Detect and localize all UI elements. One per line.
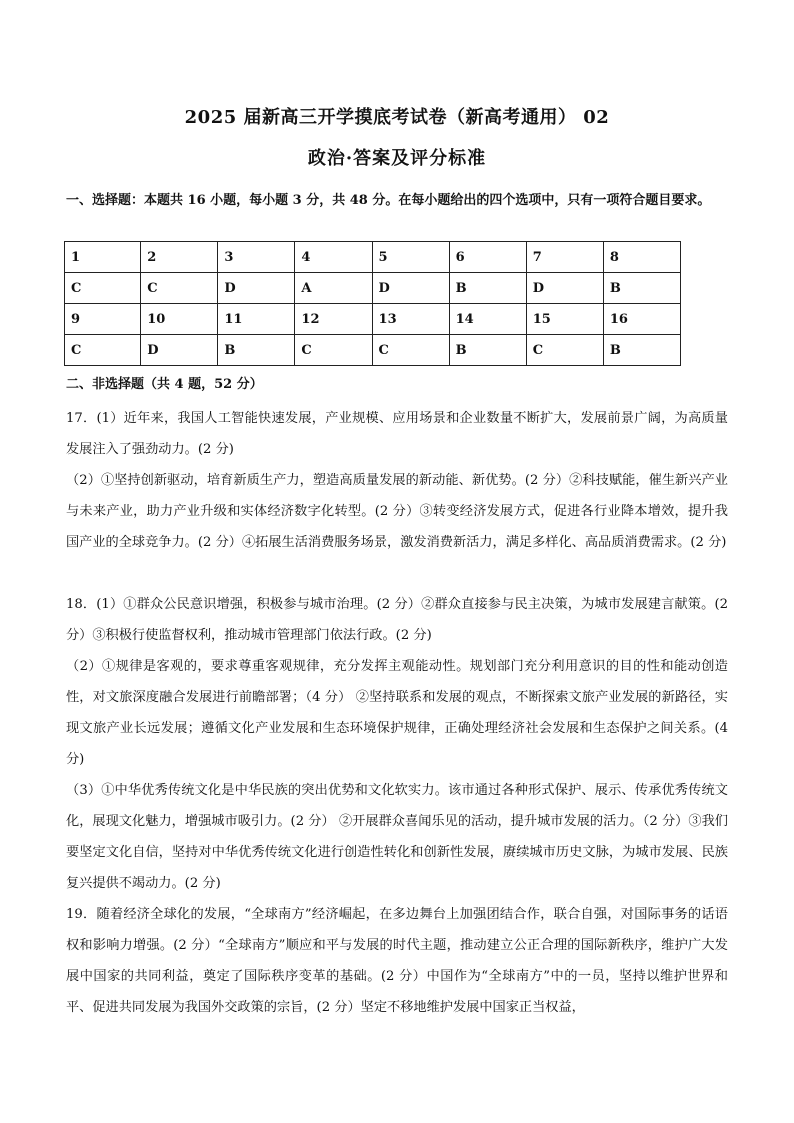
q17-part1: 17．(1）近年来，我国人工智能快速发展，产业规模、应用场景和企业数量不断扩大，发展前景广阔，为高质量发展注入了强劲动力。(2 分) xyxy=(66,411,728,457)
table-cell: 11 xyxy=(218,304,295,335)
table-cell: D xyxy=(526,273,603,304)
table-cell: 12 xyxy=(295,304,372,335)
table-cell: C xyxy=(372,335,449,366)
table-cell: D xyxy=(372,273,449,304)
page-subtitle: 政治·答案及评分标准 xyxy=(307,148,487,169)
table-cell: 8 xyxy=(603,242,680,273)
table-row xyxy=(65,335,681,366)
table-cell: D xyxy=(218,273,295,304)
table-cell: 5 xyxy=(372,242,449,273)
table-cell: 1 xyxy=(65,242,141,273)
table-cell: 2 xyxy=(141,242,218,273)
page-title: 2025 届新高三开学摸底考试卷（新高考通用） 02 xyxy=(184,107,610,128)
question-18-part3 xyxy=(66,775,728,899)
table-cell: B xyxy=(603,273,680,304)
table-cell: C xyxy=(526,335,603,366)
table-cell: 6 xyxy=(449,242,526,273)
q18-part3: （3）①中华优秀传统文化是中华民族的突出优势和文化软实力。该市通过各种形式保护、展示、传承优秀传统文化，展现文化魅力，增强城市吸引力。(2 分） ②开展群众喜闻乐见的活动，提升城市发展的活力。（2 分）③我们要坚定文化自信，坚持对中华优秀传统文化进行创造性转化和创新性发展，赓续城市历史文脉，为城市发展、民族复兴提供不竭动力。(2 分) xyxy=(66,783,728,891)
q18-part2: （2）①规律是客观的，要求尊重客观规律，充分发挥主观能动性。规划部门充分利用意识的目的性和能动创造性，对文旅深度融合发展进行前瞻部署；（4 分） ②坚持联系和发展的观点，不断探索文旅产业发展的新路径，实现文旅产业长远发展；遵循文化产业发展和生态环境保护规律，正确处理经济社会发展和生态保护之间关系。(4 分) xyxy=(66,659,728,767)
table-cell: B xyxy=(603,335,680,366)
section-heading-non-choice: 二、非选择题（共 4 题，52 分） xyxy=(66,377,263,392)
table-cell: 16 xyxy=(603,304,680,335)
question-19 xyxy=(66,899,728,1023)
table-cell: B xyxy=(218,335,295,366)
table-cell: 4 xyxy=(295,242,372,273)
table-row xyxy=(65,304,681,335)
table-cell: 9 xyxy=(65,304,141,335)
table-cell: A xyxy=(295,273,372,304)
table-cell: B xyxy=(449,335,526,366)
table-cell: B xyxy=(449,273,526,304)
q19-text: 19．随着经济全球化的发展，“全球南方”经济崛起，在多边舞台上加强团结合作，联合自强，对国际事务的话语权和影响力增强。(2 分）“全球南方”顺应和平与发展的时代主题，推动建立公正合理的国际新秩序，维护广大发展中国家的共同利益，奠定了国际秩序变革的基础。(2 分）中国作为“全球南方”中的一员，坚持以维护世界和平、促进共同发展为我国外交政策的宗旨，(2 分）坚定不移地维护发展中国家正当权益， xyxy=(66,907,728,1015)
table-cell: 13 xyxy=(372,304,449,335)
question-17 xyxy=(66,403,728,558)
question-18 xyxy=(66,589,728,775)
table-row xyxy=(65,273,681,304)
section-heading-multiple-choice: 一、选择题：本题共 16 小题，每小题 3 分，共 48 分。在每小题给出的四个选项中，只有一项符合题目要求。 xyxy=(66,193,711,208)
q17-part2: （2）①坚持创新驱动，培育新质生产力，塑造高质量发展的新动能、新优势。(2 分）②科技赋能，催生新兴产业与未来产业，助力产业升级和实体经济数字化转型。(2 分）③转变经济发展方式，促进各行业降本增效，提升我国产业的全球竞争力。(2 分）④拓展生活消费服务场景，激发消费新活力，满足多样化、高品质消费需求。(2 分) xyxy=(66,473,728,550)
table-row xyxy=(65,242,681,273)
table-cell: C xyxy=(65,273,141,304)
table-cell: C xyxy=(141,273,218,304)
table-cell: D xyxy=(141,335,218,366)
table-cell: 14 xyxy=(449,304,526,335)
table-cell: 10 xyxy=(141,304,218,335)
table-cell: C xyxy=(295,335,372,366)
table-cell: C xyxy=(65,335,141,366)
q18-part1: 18．(1）①群众公民意识增强，积极参与城市治理。(2 分）②群众直接参与民主决策，为城市发展建言献策。(2 分）③积极行使监督权利，推动城市管理部门依法行政。(2 分) xyxy=(66,597,728,643)
table-cell: 3 xyxy=(218,242,295,273)
table-cell: 7 xyxy=(526,242,603,273)
table-cell: 15 xyxy=(526,304,603,335)
answer-table xyxy=(64,241,681,366)
